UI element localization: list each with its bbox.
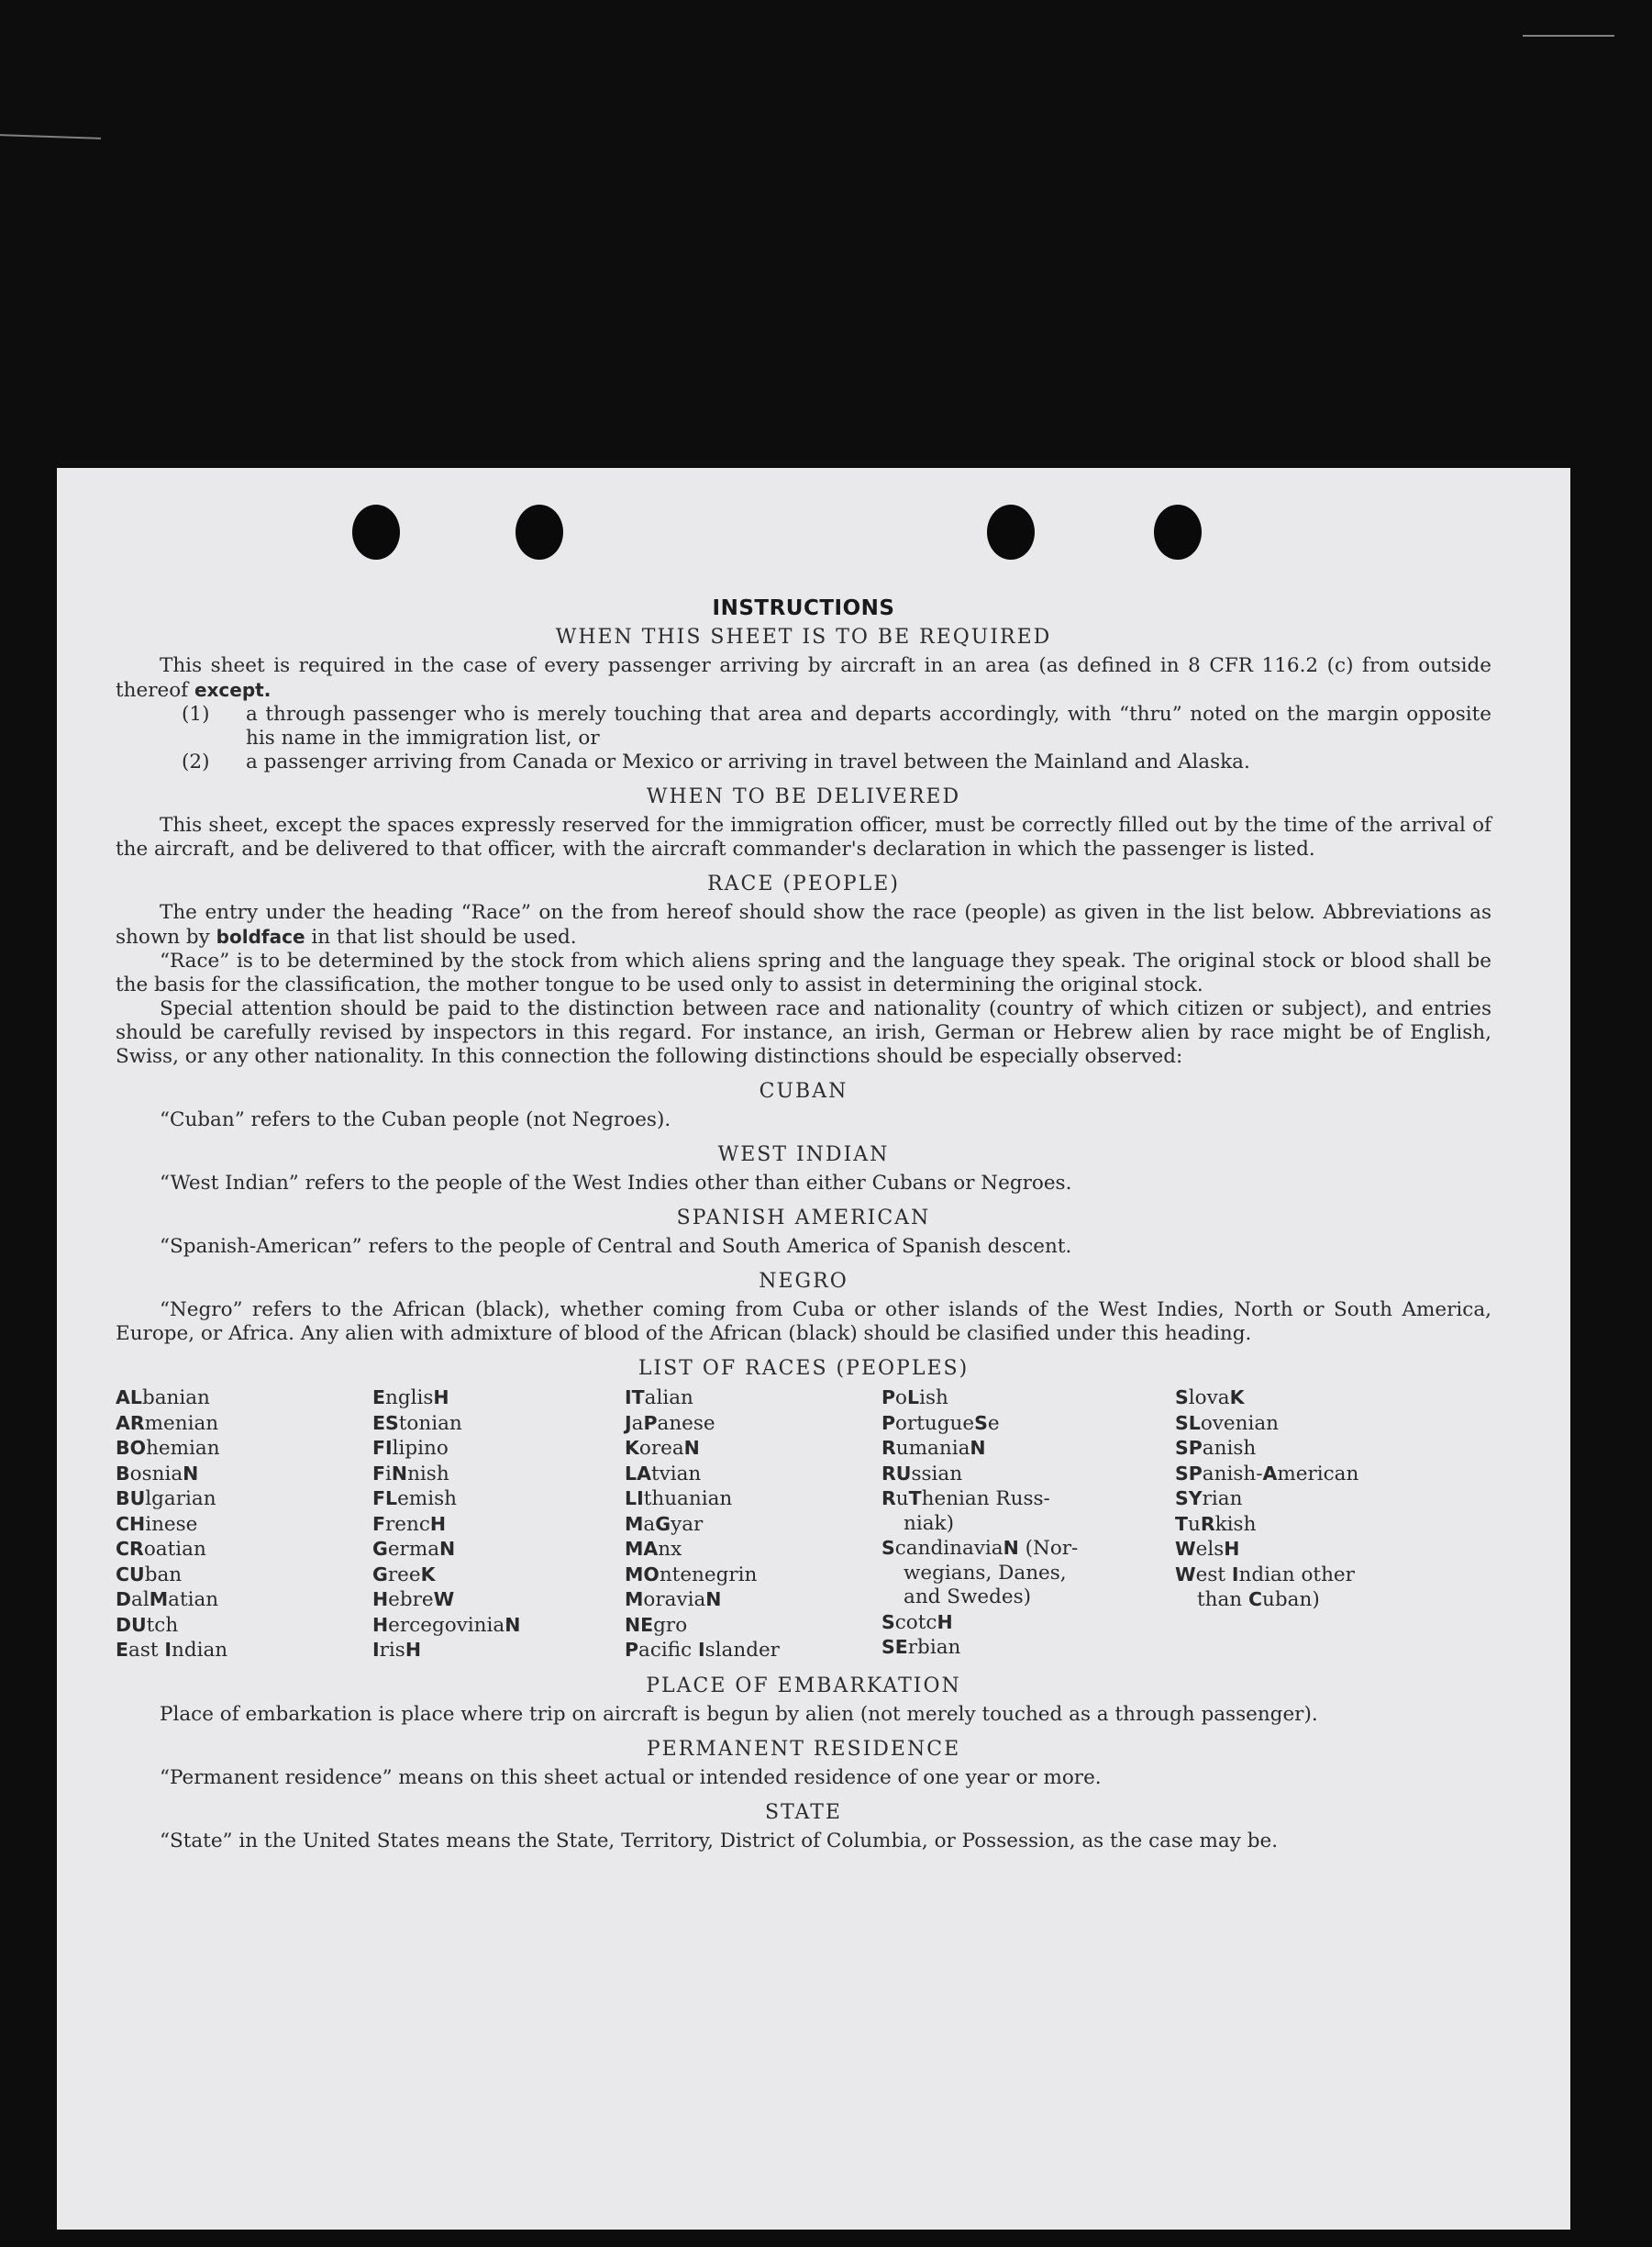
race-item: ScandinaviaN (Nor- bbox=[881, 1537, 1079, 1560]
section-title: WHEN THIS SHEET IS TO BE REQUIRED bbox=[555, 626, 1052, 649]
race-item: LIthuanian bbox=[625, 1487, 733, 1510]
race-item: ALbanian bbox=[116, 1386, 210, 1409]
race-list bbox=[116, 1385, 1491, 1663]
instruction-sheet bbox=[57, 468, 1570, 2230]
race-item: East Indian bbox=[116, 1639, 228, 1662]
section-title: CUBAN bbox=[759, 1080, 848, 1103]
section-title: SPANISH AMERICAN bbox=[676, 1207, 931, 1229]
race-item: GermaN bbox=[372, 1538, 456, 1561]
race-item: PortugueSe bbox=[881, 1411, 1000, 1435]
race-item: HercegoviniaN bbox=[372, 1613, 521, 1637]
punch-hole bbox=[516, 505, 563, 560]
race-item: TuRkish bbox=[1175, 1512, 1257, 1536]
race-item: WelsH bbox=[1175, 1538, 1240, 1561]
punch-hole bbox=[987, 505, 1035, 560]
section-title: WEST INDIAN bbox=[717, 1143, 890, 1166]
race-item: BUlgarian bbox=[116, 1487, 216, 1510]
race-item: MaGyar bbox=[625, 1512, 704, 1536]
paragraph: “Race” is to be determined by the stock from which aliens spring and the language they speak. The original stock or blood shall be the basis for the classification, the mother tongue to be used only to assist in determining the original stock. bbox=[116, 950, 1491, 996]
race-item: PoLish bbox=[881, 1386, 948, 1409]
race-item: CHinese bbox=[116, 1512, 198, 1536]
race-item: wegians, Danes, bbox=[904, 1561, 1067, 1585]
race-item: SLovenian bbox=[1175, 1411, 1280, 1435]
paragraph: This sheet, except the spaces expressly reserved for the immigration officer, must be correctly filled out by the time of the arrival of the aircraft, and be delivered to that officer, with the aircraft commander's declaration in which the passenger is listed. bbox=[116, 814, 1491, 861]
sheet-content bbox=[116, 596, 1491, 1853]
race-item: FLemish bbox=[372, 1487, 457, 1510]
race-item: SlovaK bbox=[1175, 1386, 1245, 1409]
list-item: (2) a passenger arriving from Canada or Mexico or arriving in travel between the Mainland and Alaska. bbox=[182, 751, 1250, 773]
race-item: LAtvian bbox=[625, 1462, 702, 1485]
paragraph: “Permanent residence” means on this sheet actual or intended residence of one year or more. bbox=[160, 1765, 1102, 1789]
paragraph: “Negro” refers to the African (black), whether coming from Cuba or other islands of the West Indies, North or South America, Europe, or Africa. Any alien with admixture of blood of the African (black) should be clasified under this heading. bbox=[116, 1298, 1491, 1345]
race-item: SYrian bbox=[1175, 1487, 1243, 1510]
paragraph: “Spanish-American” refers to the people of Central and South America of Spanish descent. bbox=[160, 1235, 1072, 1258]
section-title: WHEN TO BE DELIVERED bbox=[646, 785, 961, 808]
race-item: and Swedes) bbox=[904, 1585, 1032, 1608]
race-item: MoraviaN bbox=[625, 1588, 722, 1611]
paragraph: This sheet is required in the case of every passenger arriving by aircraft in an area (as defined in 8 CFR 116.2 (c) from outside thereof except. bbox=[116, 654, 1491, 702]
punch-hole bbox=[352, 505, 400, 560]
paragraph: “Cuban” refers to the Cuban people (not Negroes). bbox=[160, 1108, 671, 1131]
scan-mark-left bbox=[0, 134, 101, 139]
paragraph: Special attention should be paid to the distinction between race and nationality (country of which citizen or subject), and entries should be carefully revised by inspectors in this regard. For instance, an irish, German or Hebrew alien by race might be of English, Swiss, or any other nationality. In this connection the following distinctions should be especially observed: bbox=[116, 997, 1491, 1068]
race-item: ScotcH bbox=[881, 1610, 953, 1634]
race-item: SPanish bbox=[1175, 1437, 1257, 1460]
race-item: ARmenian bbox=[116, 1411, 219, 1435]
race-item: BOhemian bbox=[116, 1437, 220, 1460]
race-column bbox=[881, 1385, 1175, 1663]
section-title: RACE (PEOPLE) bbox=[707, 873, 900, 895]
race-item: SPanish-American bbox=[1175, 1462, 1359, 1485]
paragraph: The entry under the heading “Race” on the from hereof should show the race (people) as given in the list below. Abbreviations as shown by boldface in that list should be used. bbox=[116, 901, 1491, 949]
race-item: SErbian bbox=[881, 1636, 961, 1659]
race-item: CRoatian bbox=[116, 1538, 206, 1561]
race-item: GreeK bbox=[372, 1563, 436, 1586]
race-item: FrencH bbox=[372, 1512, 447, 1536]
race-item: MOntenegrin bbox=[625, 1563, 758, 1586]
list-item: (1) a through passenger who is merely touching that area and departs accordingly, with “thru” noted on the margin opposite his name in the immigration list, or bbox=[182, 703, 1491, 750]
race-column bbox=[116, 1385, 372, 1663]
race-item: Pacific Islander bbox=[625, 1639, 780, 1662]
race-item: EnglisH bbox=[372, 1386, 449, 1409]
race-item: JaPanese bbox=[625, 1411, 715, 1435]
paragraph: Place of embarkation is place where trip on aircraft is begun by alien (not merely touched as a through passenger). bbox=[160, 1702, 1318, 1726]
race-item: IrisH bbox=[372, 1639, 421, 1662]
race-item: FiNnish bbox=[372, 1462, 449, 1485]
section-title: PLACE OF EMBARKATION bbox=[646, 1674, 961, 1697]
race-item: niak) bbox=[904, 1511, 954, 1535]
race-item: than Cuban) bbox=[1197, 1588, 1320, 1611]
race-item: MAnx bbox=[625, 1538, 682, 1561]
paragraph: “State” in the United States means the State, Territory, District of Columbia, or Possession, as the case may be. bbox=[160, 1829, 1279, 1852]
section-title: PERMANENT RESIDENCE bbox=[646, 1737, 961, 1761]
page-title: INSTRUCTIONS bbox=[712, 596, 895, 620]
race-item: BosniaN bbox=[116, 1462, 199, 1485]
scan-mark-right bbox=[1523, 35, 1614, 37]
race-item: CUban bbox=[116, 1563, 183, 1586]
section-title: STATE bbox=[765, 1800, 842, 1824]
race-item: KoreaN bbox=[625, 1437, 700, 1460]
section-title: NEGRO bbox=[759, 1270, 848, 1293]
race-item: HebreW bbox=[372, 1588, 455, 1611]
race-item: NEgro bbox=[625, 1613, 688, 1637]
race-item: West Indian other bbox=[1175, 1563, 1355, 1586]
race-column bbox=[1175, 1385, 1450, 1663]
race-item: ITalian bbox=[625, 1386, 693, 1409]
race-item: DUtch bbox=[116, 1613, 179, 1637]
paragraph: “West Indian” refers to the people of the West Indies other than either Cubans or Negroes. bbox=[160, 1172, 1072, 1195]
race-item: RUssian bbox=[881, 1462, 963, 1485]
section-title: LIST OF RACES (PEOPLES) bbox=[638, 1357, 970, 1380]
race-column bbox=[625, 1385, 881, 1663]
race-item: RumaniaN bbox=[881, 1437, 986, 1460]
race-item: DalMatian bbox=[116, 1588, 219, 1611]
punch-hole bbox=[1154, 505, 1202, 560]
race-column bbox=[372, 1385, 625, 1663]
race-item: RuThenian Russ- bbox=[881, 1487, 1050, 1510]
race-item: EStonian bbox=[372, 1411, 462, 1435]
race-item: FIlipino bbox=[372, 1437, 449, 1460]
